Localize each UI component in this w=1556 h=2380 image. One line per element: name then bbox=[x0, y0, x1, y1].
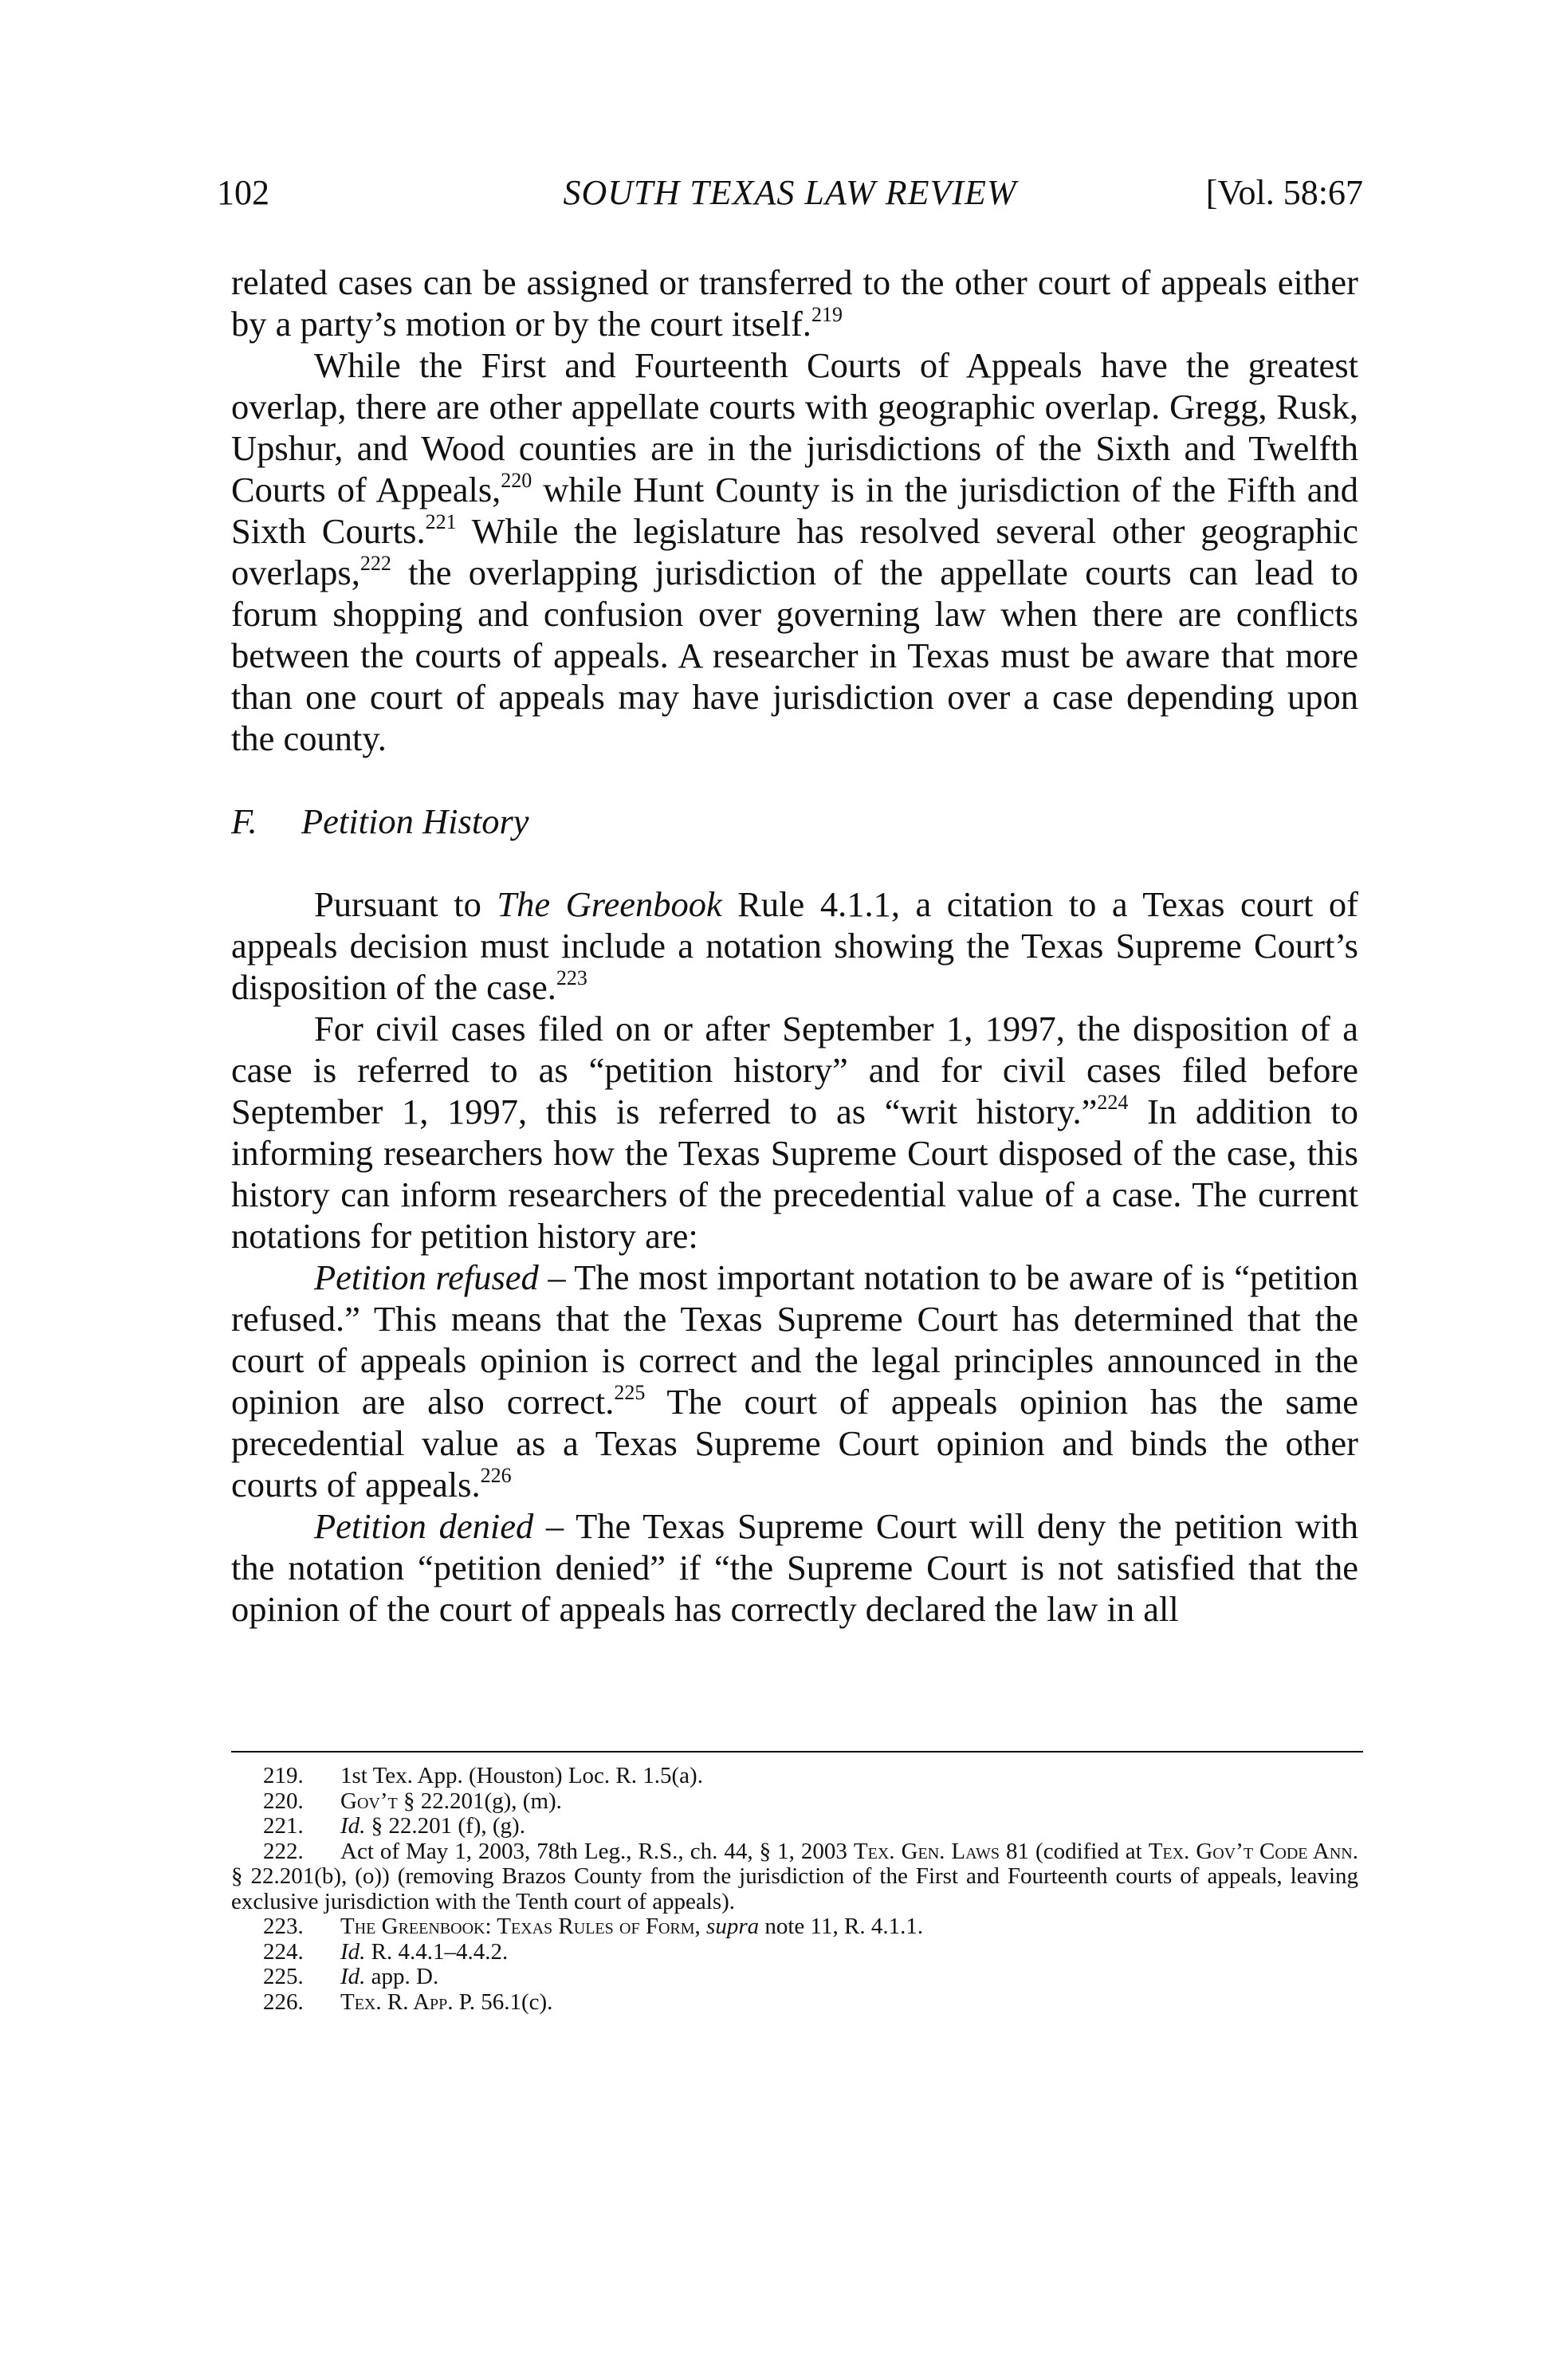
footnote-226: 226. Tex. R. App. P. 56.1(c). bbox=[263, 1989, 553, 2015]
page-number: 102 bbox=[217, 173, 269, 212]
footnotes bbox=[231, 1764, 1358, 2015]
footnote-ref-221[interactable]: 221 bbox=[425, 510, 457, 534]
footnote-divider bbox=[231, 1751, 1363, 1753]
body-text bbox=[231, 262, 1358, 1630]
paragraph-2: While the First and Fourteenth Courts of Appeals have the greatest overlap, there are other appellate courts with geographic overlap. Gregg, Rusk, Upshur, and Wood counties are in the jurisdictions of the Sixth and Twelfth Courts of Appeals,$^{220}$ while Hunt County is in the jurisdiction of the Fifth and Sixth Courts.$^{221}$ While the legislature has resolved several other geographic overlaps,$^{222}$ the overlapping jurisdiction of the appellate courts can lead to forum shopping and confusion over governing law when there are conflicts between the courts of appeals. A researcher in Texas must be aware that more than one court of appeals may have jurisdiction over a case depending upon the county. bbox=[231, 345, 1358, 758]
book-title: The Greenbook bbox=[497, 884, 722, 924]
section-title: Petition History bbox=[301, 801, 529, 841]
footnote-219: 219. 1st Tex. App. (Houston) Loc. R. 1.5(a). bbox=[263, 1763, 703, 1788]
volume-citation: [Vol. 58:67 bbox=[1205, 173, 1363, 212]
footnote-ref-222[interactable]: 222 bbox=[360, 552, 391, 576]
footnote-ref-225[interactable]: 225 bbox=[614, 1381, 646, 1405]
footnote-ref-219[interactable]: 219 bbox=[811, 303, 843, 327]
term-petition-denied: Petition denied bbox=[314, 1506, 534, 1546]
footnote-ref-226[interactable]: 226 bbox=[480, 1464, 512, 1488]
footnote-ref-223[interactable]: 223 bbox=[556, 966, 587, 990]
term-petition-refused: Petition refused bbox=[314, 1257, 539, 1297]
footnote-220: 220. Gov’t § 22.201(g), (m). bbox=[263, 1788, 562, 1814]
paragraph-6: Petition denied – The Texas Supreme Court will deny the petition with the notation “petition denied” if “the Supreme Court is not satisfied that the opinion of the court of appeals has correctly declared the law in all bbox=[231, 1506, 1358, 1629]
footnote-ref-220[interactable]: 220 bbox=[501, 469, 532, 493]
footnote-ref-224[interactable]: 224 bbox=[1097, 1091, 1129, 1115]
footnote-224: 224. Id. R. 4.4.1–4.4.2. bbox=[263, 1938, 509, 1965]
section-heading bbox=[231, 801, 1358, 842]
paragraph-3: Pursuant to The Greenbook Rule 4.1.1, a citation to a Texas court of appeals decision must include a notation showing the Texas Supreme Court’s disposition of the case.$^{223}$ bbox=[231, 884, 1358, 1007]
journal-title: SOUTH TEXAS LAW REVIEW bbox=[563, 173, 1017, 212]
paragraph-1: related cases can be assigned or transferred to the other court of appeals either by a party’s motion or by the court itself.$^{219}$ bbox=[231, 262, 1358, 344]
section-letter: F. bbox=[231, 801, 257, 841]
footnote-225: 225. Id. app. D. bbox=[263, 1964, 439, 1989]
footnote-222: 222. Act of May 1, 2003, 78th Leg., R.S., ch. 44, § 1, 2003 Tex. Gen. Laws 81 (codified at Tex. Gov’t Code Ann. § 22.201(b), (o)) (removing Brazos County from the jurisdiction of the First and Fourteenth courts of appeals, leaving exclusive jurisdiction with the Tenth court of appeals). bbox=[231, 1838, 1358, 1914]
paragraph-4: For civil cases filed on or after September 1, 1997, the disposition of a case is referred to as “petition history” and for civil cases filed before September 1, 1997, this is referred to as “writ history.”$^{224}$ In addition to informing researchers how the Texas Supreme Court disposed of the case, this history can inform researchers of the precedential value of a case. The current notations for petition history are: bbox=[231, 1009, 1358, 1256]
paragraph-5: Petition refused – The most important notation to be aware of is “petition refused.” This means that the Texas Supreme Court has determined that the court of appeals opinion is correct and the legal principles announced in the opinion are also correct.$^{225}$ The court of appeals opinion has the same precedential value as a Texas Supreme Court opinion and binds the other courts of appeals.$^{226}$ bbox=[231, 1257, 1358, 1505]
running-header bbox=[217, 169, 1363, 217]
footnote-221: 221. Id. § 22.201 (f), (g). bbox=[263, 1813, 525, 1839]
footnote-223: 223. The Greenbook: Texas Rules of Form, supra note 11, R. 4.1.1. bbox=[263, 1914, 924, 1939]
